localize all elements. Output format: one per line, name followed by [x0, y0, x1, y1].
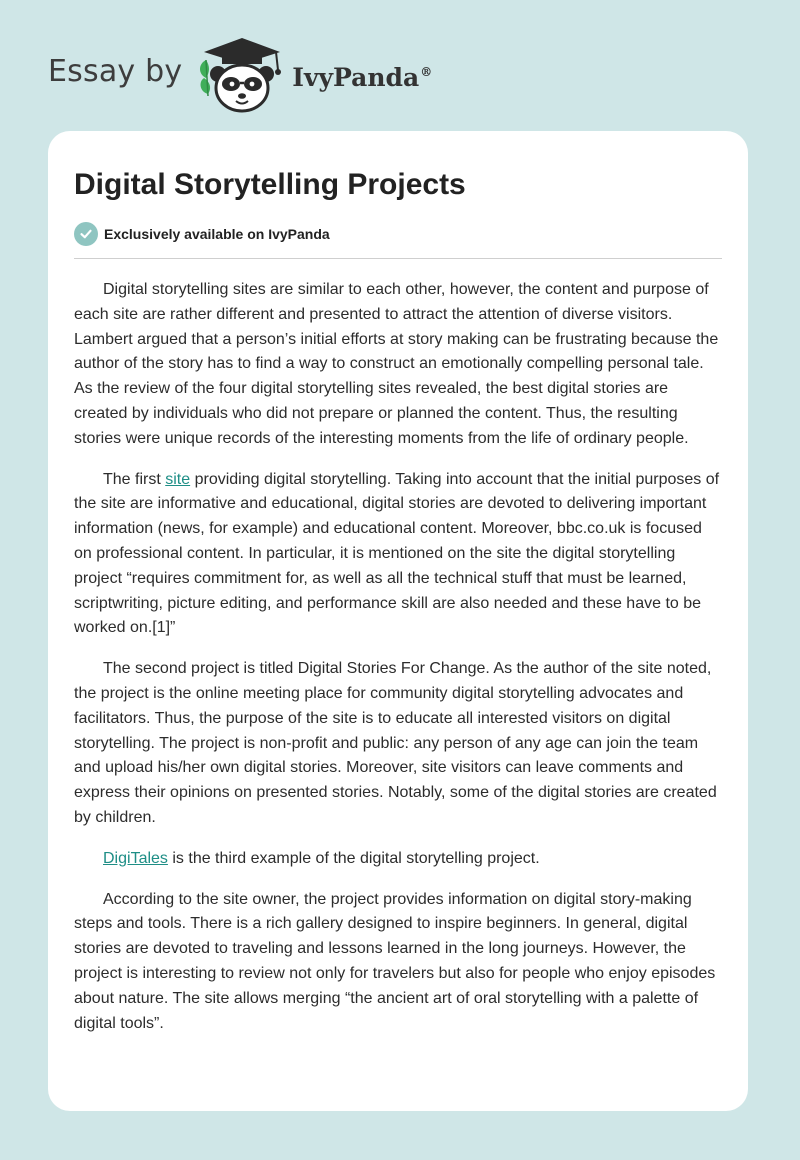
paragraph-2-rest: providing digital storytelling. Taking into account that the initial purposes of the site are informative and educational, digital stories are devoted to delivering important information (news, for example) and educational content. Moreover, bbc.co.uk is focused on professional content. In particular, it is mentioned on the site the digital storytelling project “requires commitment for, as well as all the technical stuff that must be learned, scriptwriting, picture editing, and performance skill are also needed and these have to be worked on.[1]” [74, 470, 720, 637]
paragraph-2-lead: The first [103, 470, 166, 488]
site-link[interactable]: site [165, 470, 191, 488]
brand-prefix: Essay by [48, 53, 183, 89]
paragraph-1: Digital storytelling sites are similar to each other, however, the content and purpose of each site are rather different and presented to attract the attention of diverse visitors. Lambert argued that a person’s initial efforts at story making can be frustrating because the author of the story has to find a way to construct an emotionally compelling personal tale. As the review of the four digital storytelling sites revealed, the best digital stories are created by individuals who did not prepare or planned the content. Thus, the resulting stories were unique records of the interesting moments from the life of ordinary people. [74, 281, 719, 447]
essay-card [48, 131, 748, 1111]
paragraph-4-rest: is the third example of the digital storytelling project. [167, 849, 540, 867]
paragraph-4 [74, 847, 722, 872]
badge-label: Exclusively available on IvyPanda [104, 226, 330, 242]
panda-graduate-logo[interactable] [196, 34, 288, 114]
essay-body [74, 278, 722, 1036]
paragraph-2 [74, 468, 722, 642]
brand-name[interactable] [292, 63, 432, 92]
check-mark-icon [79, 227, 93, 241]
paragraph-3: The second project is titled Digital Stories For Change. As the author of the site noted, the project is the online meeting place for community digital storytelling advocates and facilitators. Thus, the purpose of the site is to educate all interested visitors on digital storytelling. The project is non-profit and public: any person of any age can join the team and upload his/her own digital stories. Moreover, site visitors can leave comments and express their opinions on presented stories. Notably, some of the digital stories are created by children. [74, 660, 717, 826]
check-circle-icon [74, 222, 98, 246]
exclusive-badge [74, 222, 722, 246]
digitales-link[interactable]: DigiTales [103, 849, 168, 867]
page-title: Digital Storytelling Projects [74, 168, 466, 201]
brand-name-text: IvyPanda [292, 62, 420, 92]
paragraph-5: According to the site owner, the project provides information on digital story-making steps and tools. There is a rich gallery designed to inspire beginners. In general, digital stories are devoted to traveling and lessons learned in the long journeys. However, the project is interesting to review not only for travelers but also for people who enjoy episodes about nature. The site allows merging “the ancient art of oral storytelling with a palette of digital tools”. [74, 890, 716, 1032]
brand-header [48, 34, 432, 114]
title-divider [74, 258, 722, 259]
registered-mark: ® [420, 65, 433, 80]
